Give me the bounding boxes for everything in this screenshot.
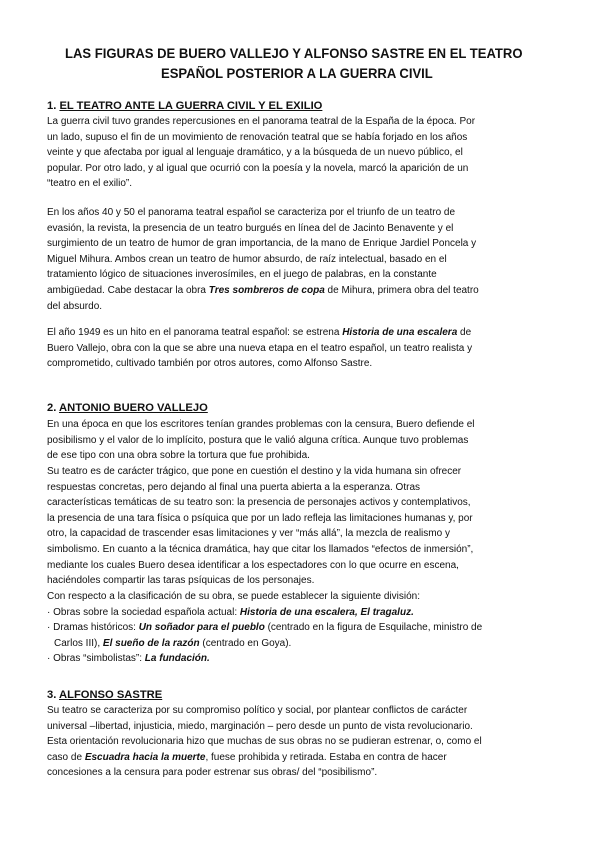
list-item — [47, 605, 482, 621]
section-2-paragraph-3 — [47, 589, 482, 667]
text-line: otro, la capacidad de trascender esas limitaciones y ver “más allá”, la mezcla de realismo y — [47, 528, 450, 540]
section-3-paragraph-1 — [47, 703, 482, 781]
text-line: simbolismo. En cuanto a la técnica dramática, hay que citar los llamados “efectos de inmersión”, — [47, 543, 474, 555]
list-item-continuation — [47, 636, 482, 652]
text-line: En los años 40 y 50 el panorama teatral español se caracteriza por el triunfo de un teatro de — [47, 207, 456, 218]
work-title: Tres sombreros de copa — [208, 284, 325, 296]
title-line-1: LAS FIGURAS DE BUERO VALLEJO Y ALFONSO SASTRE EN EL TEATRO — [65, 46, 523, 61]
section-1-number: 1. — [47, 100, 60, 112]
section-1-paragraph-3 — [47, 325, 472, 372]
text-line — [47, 283, 479, 299]
work-title: El sueño de la razón — [102, 637, 200, 649]
text-line: características temáticas de su teatro son: la presencia de personajes activos y contemplativos, — [47, 497, 471, 509]
text-run: ambigüedad. Cabe destacar la obra — [47, 284, 209, 296]
work-title: Historia de una escalera, El tragaluz. — [239, 606, 414, 618]
text-line: Con respecto a la clasificación de su obra, se puede establecer la siguiente división: — [47, 591, 420, 602]
text-line: comprometido, cultivado también por otros autores, como Alfonso Sastre. — [47, 358, 373, 370]
text-line: respuestas concretas, pero dejando al final una puerta abierta a la esperanza. Otras — [47, 481, 421, 493]
section-3-title: ALFONSO SASTRE — [59, 689, 163, 701]
section-3-number: 3. — [47, 689, 60, 701]
work-title: Un soñador para el pueblo — [138, 622, 265, 634]
text-run: de Mihura, primera obra del teatro — [324, 284, 479, 296]
text-line: En una época en que los escritores tenían grandes problemas con la censura, Buero defiende el — [47, 419, 475, 430]
text-run: El año 1949 es un hito en el panorama teatral español: se estrena — [47, 327, 343, 338]
title-line-2: ESPAÑOL POSTERIOR A LA GUERRA CIVIL — [160, 66, 433, 81]
text-run: Carlos III), — [54, 637, 103, 649]
text-line: de ese tipo con una obra sobre la tortura que fue prohibida. — [47, 450, 310, 462]
section-1-paragraph-2 — [47, 205, 479, 314]
text-line: Buero Vallejo, obra con la que se abre una nueva etapa en el teatro español, un teatro realista y — [47, 342, 473, 354]
section-2-paragraph-1 — [47, 417, 475, 464]
section-2-heading — [47, 401, 208, 416]
text-line: popular. Por otro lado, y al igual que ocurrió con la poesía y la novela, marcó la aparición de un — [47, 162, 469, 174]
text-run: (centrado en Goya). — [199, 637, 292, 649]
text-line: evasión, la revista, la presencia de un teatro burgués en línea del de Jacinto Benavente y el — [47, 222, 454, 234]
document-title — [40, 44, 560, 84]
text-line: concesiones a la censura para poder estrenar sus obras/ del “posibilismo”. — [47, 767, 378, 779]
text-line: veinte y que afectaba por igual al lenguaje dramático, y a la búsqueda de un nuevo público, el — [47, 147, 463, 159]
text-run: · Obras sobre la sociedad española actual: — [47, 606, 240, 618]
text-run: de — [457, 327, 472, 338]
text-run: caso de — [47, 751, 85, 763]
list-item — [47, 651, 482, 667]
section-2-number: 2. — [47, 402, 60, 414]
text-line: La guerra civil tuvo grandes repercusiones en el panorama teatral de la España de la época. Por — [47, 116, 476, 127]
section-3-heading — [47, 688, 162, 703]
work-title: La fundación. — [144, 653, 210, 665]
text-line: Esta orientación revolucionaria hizo que muchas de sus obras no se pudieran estrenar, o, como el — [47, 736, 482, 748]
text-line: mediante los cuales Buero desea identificar a los espectadores con lo que ocurre en escena, — [47, 559, 459, 571]
text-line: universal –libertad, injusticia, miedo, marginación – pero desde un punto de vista revolucionario. — [47, 720, 473, 732]
text-line: Su teatro es de carácter trágico, que pone en cuestión el destino y la vida humana sin ofrecer — [47, 466, 462, 477]
section-1-title: EL TEATRO ANTE LA GUERRA CIVIL Y EL EXILIO — [59, 100, 323, 112]
text-line: surgimiento de un teatro de humor de gran importancia, de la mano de Enrique Jardiel Poncela y — [47, 238, 477, 250]
text-line: “teatro en el exilio”. — [47, 178, 133, 190]
work-title: Historia de una escalera — [342, 327, 458, 338]
text-line: posibilismo y el valor de lo implícito, postura que le valió alguna crítica. Aunque tuvo problemas — [47, 434, 469, 446]
text-run: · Obras “simbolistas”: — [47, 653, 145, 665]
list-item — [47, 620, 482, 636]
text-line: haciéndoles compartir las taras psíquicas de los personajes. — [47, 575, 315, 587]
section-1-paragraph-1 — [47, 114, 475, 192]
text-line: tratamiento lógico de situaciones inverosímiles, en el juego de palabras, en la constante — [47, 269, 437, 281]
text-line: Miguel Mihura. Ambos crean un teatro de humor absurdo, de raíz intelectual, basado en el — [47, 253, 447, 265]
text-line: un lado, supuso el fin de un movimiento de renovación teatral que se había forjado en los años — [47, 131, 468, 143]
section-1-heading — [47, 99, 322, 114]
work-title: Escuadra hacia la muerte — [84, 751, 206, 763]
text-run: , fuese prohibida y retirada. Estaba en contra de hacer — [205, 751, 447, 763]
section-2-paragraph-2 — [47, 464, 473, 589]
text-run: (centrado en la figura de Esquilache, ministro de — [264, 622, 483, 634]
text-line: la presencia de una tara física o psíquica que por un lado refleja las limitaciones humanas y, por — [47, 512, 473, 524]
text-line: del absurdo. — [47, 300, 103, 312]
text-run: · Dramas históricos: — [47, 622, 139, 634]
section-2-title: ANTONIO BUERO VALLEJO — [59, 402, 208, 414]
text-line: Su teatro se caracteriza por su compromiso político y social, por plantear conflictos de carácter — [47, 705, 468, 716]
text-line — [47, 750, 482, 766]
text-line — [47, 325, 472, 341]
